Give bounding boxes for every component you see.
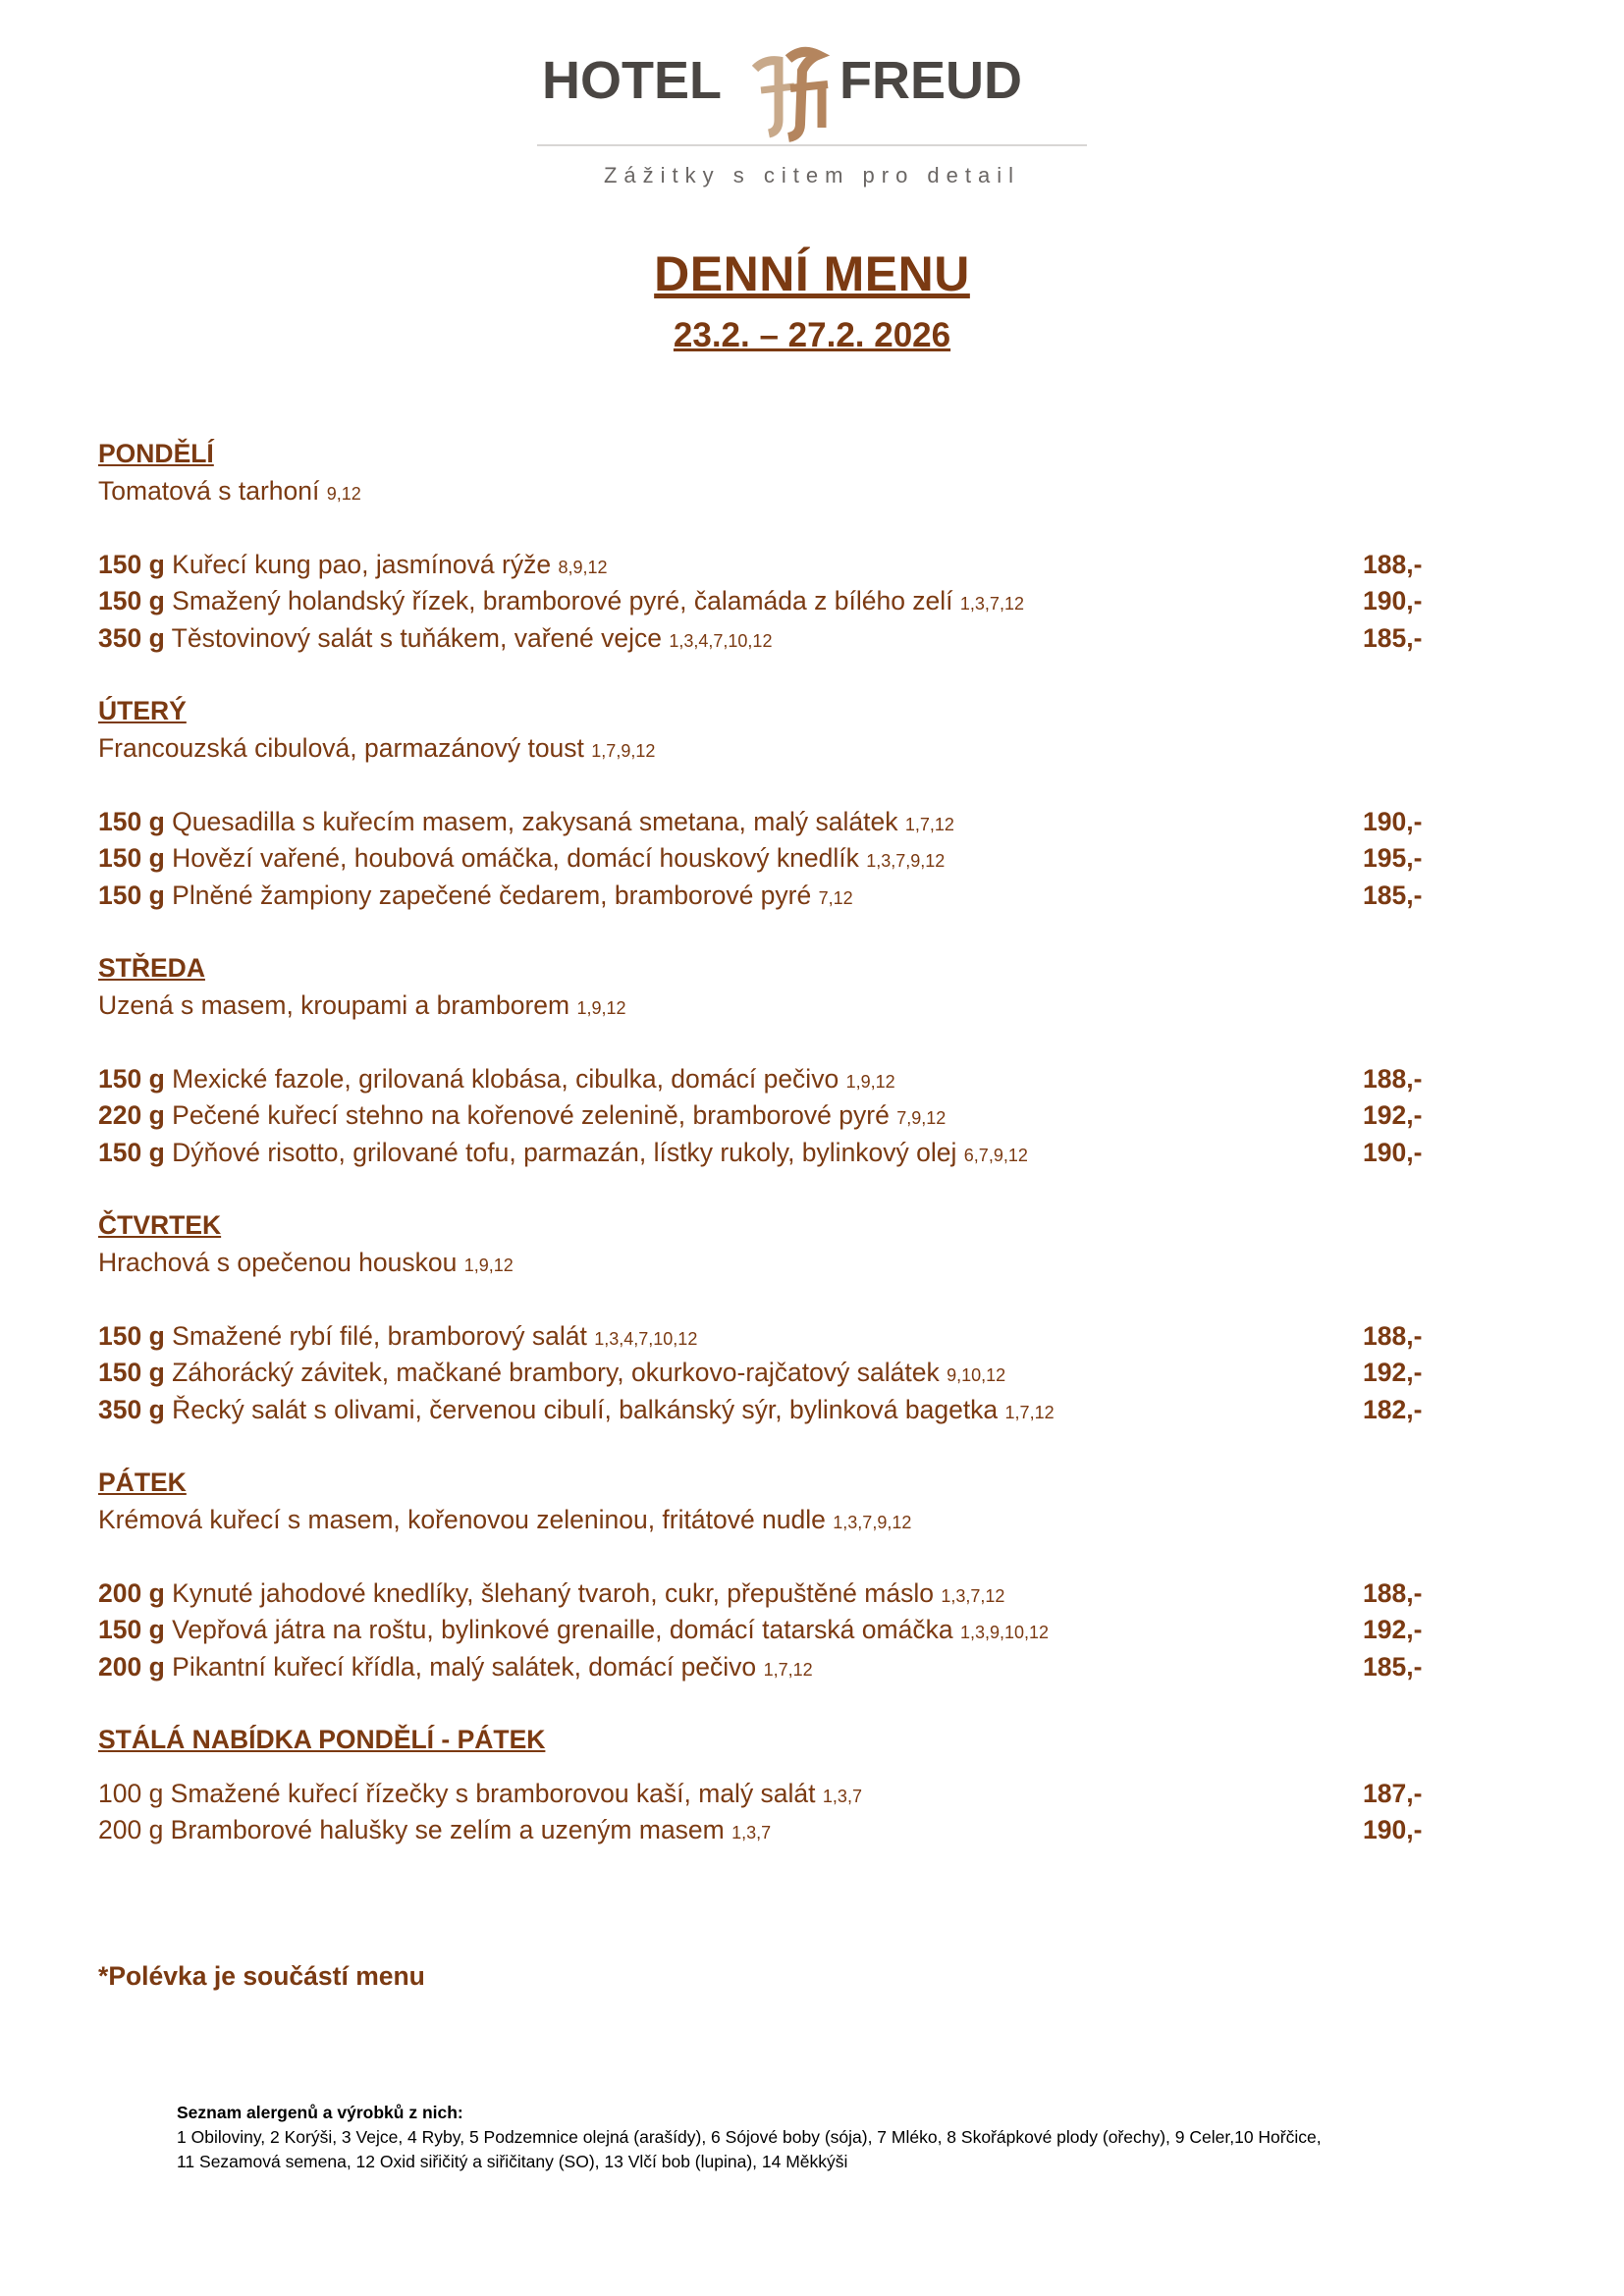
item-name: Vepřová játra na roštu, bylinkové grenaille, domácí tatarská omáčka	[172, 1615, 953, 1644]
fixed-item	[98, 1812, 1453, 1849]
soup	[98, 1245, 1453, 1282]
item-allergens: 1,3,7,9,12	[866, 851, 946, 871]
item-allergens: 1,3,4,7,10,12	[594, 1328, 698, 1349]
menu-item	[98, 1097, 1453, 1135]
menu-item	[98, 1135, 1453, 1172]
item-name: Kynuté jahodové knedlíky, šlehaný tvaroh, cukr, přepuštěné máslo	[172, 1577, 934, 1608]
day-monday	[98, 436, 1453, 657]
menu-item	[98, 547, 1453, 584]
item-weight: 150 g	[98, 1137, 165, 1167]
soup-allergens: 1,9,12	[463, 1255, 514, 1275]
fixed-offer-title: STÁLÁ NABÍDKA PONDĚLÍ - PÁTEK	[98, 1725, 546, 1754]
item-weight: 150 g	[98, 1063, 165, 1094]
item-name: Záhorácký závitek, mačkané brambory, okurkovo-rajčatový salátek	[172, 1358, 940, 1387]
item-name: Hovězí vařené, houbová omáčka, domácí houskový knedlík	[172, 843, 859, 873]
allergen-list	[177, 2101, 1322, 2174]
logo-monogram-icon	[755, 52, 828, 137]
soup-allergens: 1,7,9,12	[591, 740, 656, 761]
item-weight: 220 g	[98, 1100, 165, 1130]
day-title: ÚTERÝ	[98, 696, 187, 725]
item-name: Pečené kuřecí stehno na kořenové zelenině, bramborové pyré	[172, 1100, 890, 1130]
soup-allergens: 1,3,7,9,12	[833, 1512, 912, 1532]
day-thursday	[98, 1207, 1453, 1428]
item-price: 188,-	[1363, 1320, 1423, 1351]
menu-item	[98, 620, 1453, 658]
soup-note: *Polévka je součástí menu	[98, 1961, 425, 1991]
day-title: PONDĚLÍ	[98, 439, 214, 468]
item-allergens: 1,9,12	[845, 1071, 895, 1092]
item-price: 188,-	[1363, 549, 1423, 579]
day-title: ČTVRTEK	[98, 1210, 222, 1240]
item-name: Kuřecí kung pao, jasmínová rýže	[172, 549, 552, 579]
item-weight: 150 g	[98, 549, 165, 579]
menu-dates: 23.2. – 27.2. 2026	[673, 316, 951, 354]
fixed-item-allergens: 1,3,7	[731, 1823, 772, 1842]
allergen-line: 11 Sezamová semena, 12 Oxid siřičitý a siřičitany (SO), 13 Vlčí bob (lupina), 14 Měkkýši	[177, 2152, 848, 2171]
item-name: Smažené rybí filé, bramborový salát	[172, 1320, 587, 1351]
item-price: 182,-	[1363, 1394, 1423, 1424]
item-name: Pikantní kuřecí křídla, malý salátek, domácí pečivo	[172, 1651, 757, 1682]
item-price: 185,-	[1363, 880, 1423, 910]
item-weight: 150 g	[98, 806, 165, 836]
item-name: Řecký salát s olivami, červenou cibulí, balkánský sýr, bylinková bagetka	[172, 1394, 999, 1424]
item-price: 192,-	[1363, 1615, 1423, 1644]
menu-item	[98, 1061, 1453, 1098]
fixed-item-text: 200 g Bramborové halušky se zelím a uzeným masem	[98, 1815, 725, 1844]
day-title: PÁTEK	[98, 1468, 187, 1497]
menu-item	[98, 583, 1453, 620]
soup-allergens: 9,12	[326, 483, 361, 504]
item-allergens: 1,7,12	[763, 1659, 813, 1680]
item-weight: 350 g	[98, 1394, 165, 1424]
item-weight: 150 g	[98, 586, 165, 615]
item-weight: 150 g	[98, 843, 165, 873]
menu-item	[98, 1575, 1453, 1613]
allergen-heading: Seznam alergenů a výrobků z nich:	[177, 2103, 463, 2122]
item-weight: 350 g	[98, 622, 165, 653]
soup-name: Hrachová s opečenou houskou	[98, 1247, 458, 1277]
item-allergens: 8,9,12	[558, 557, 608, 577]
item-price: 185,-	[1363, 622, 1423, 653]
logo-tagline: Zážitky s citem pro detail	[603, 163, 1021, 187]
item-price: 190,-	[1363, 586, 1423, 615]
menu-item	[98, 840, 1453, 878]
fixed-item	[98, 1776, 1453, 1813]
soup-allergens: 1,9,12	[576, 997, 626, 1018]
item-allergens: 1,7,12	[904, 814, 954, 834]
item-price: 190,-	[1363, 806, 1423, 836]
item-weight: 150 g	[98, 1320, 165, 1351]
item-allergens: 1,3,9,10,12	[959, 1623, 1050, 1642]
soup	[98, 988, 1453, 1025]
item-price: 185,-	[1363, 1651, 1423, 1682]
item-price: 192,-	[1363, 1100, 1423, 1130]
fixed-item-price: 190,-	[1363, 1815, 1423, 1844]
menu-item	[98, 1649, 1453, 1686]
logo-word-hotel: HOTEL	[542, 51, 722, 110]
menu-item	[98, 1318, 1453, 1356]
item-allergens: 7,9,12	[896, 1108, 947, 1128]
item-allergens: 1,3,7,12	[959, 594, 1024, 614]
day-wednesday	[98, 950, 1453, 1171]
soup	[98, 473, 1453, 510]
item-name: Smažený holandský řízek, bramborové pyré, čalamáda z bílého zelí	[172, 586, 953, 615]
item-name: Dýňové risotto, grilované tofu, parmazán, lístky rukoly, bylinkový olej	[172, 1137, 957, 1167]
menu-item	[98, 804, 1453, 841]
item-weight: 150 g	[98, 1358, 165, 1387]
item-weight: 150 g	[98, 1615, 165, 1644]
day-friday	[98, 1465, 1453, 1685]
logo-word-freud: FREUD	[839, 51, 1022, 110]
item-name: Plněné žampiony zapečené čedarem, bramborové pyré	[172, 880, 812, 910]
menu-item	[98, 1355, 1453, 1392]
day-tuesday	[98, 693, 1453, 914]
allergen-line: 1 Obiloviny, 2 Korýši, 3 Vejce, 4 Ryby, 5 Podzemnice olejná (arašídy), 6 Sójové boby (sója), 7 Mléko, 8 Skořápkové plody (ořechy), 9 Celer,10 Hořčice,	[177, 2127, 1322, 2147]
item-price: 195,-	[1363, 843, 1423, 873]
item-price: 190,-	[1363, 1137, 1423, 1167]
item-allergens: 9,10,12	[947, 1365, 1006, 1385]
item-allergens: 7,12	[818, 887, 853, 908]
menu-title: DENNÍ MENU	[654, 246, 970, 301]
item-allergens: 6,7,9,12	[963, 1145, 1028, 1165]
soup-name: Krémová kuřecí s masem, kořenovou zeleninou, fritátové nudle	[98, 1504, 826, 1534]
item-allergens: 1,3,4,7,10,12	[669, 630, 773, 651]
fixed-item-price: 187,-	[1363, 1778, 1423, 1808]
menu-item	[98, 1612, 1453, 1649]
fixed-offer	[98, 1722, 1453, 1849]
item-weight: 200 g	[98, 1577, 165, 1608]
day-title: STŘEDA	[98, 953, 205, 983]
item-price: 188,-	[1363, 1063, 1423, 1094]
item-name: Mexické fazole, grilovaná klobása, cibulka, domácí pečivo	[172, 1063, 839, 1094]
item-weight: 150 g	[98, 880, 165, 910]
item-allergens: 1,7,12	[1004, 1402, 1055, 1422]
item-allergens: 1,3,7,12	[941, 1585, 1005, 1606]
hotel-logo	[0, 29, 1624, 206]
soup-name: Uzená s masem, kroupami a bramborem	[98, 989, 570, 1020]
fixed-item-allergens: 1,3,7	[822, 1786, 862, 1806]
item-name: Těstovinový salát s tuňákem, vařené vejce	[171, 622, 662, 653]
soup	[98, 1502, 1453, 1539]
item-weight: 200 g	[98, 1651, 165, 1682]
item-price: 188,-	[1363, 1577, 1423, 1608]
menu-body	[98, 436, 1453, 1849]
item-name: Quesadilla s kuřecím masem, zakysaná smetana, malý salátek	[172, 806, 898, 836]
soup-name: Tomatová s tarhoní	[98, 475, 320, 506]
item-price: 192,-	[1363, 1358, 1423, 1387]
menu-item	[98, 878, 1453, 915]
fixed-item-text: 100 g Smažené kuřecí řízečky s bramborovou kaší, malý salát	[98, 1778, 816, 1808]
hotel-freud-logo	[537, 29, 1087, 196]
menu-item	[98, 1392, 1453, 1429]
soup	[98, 730, 1453, 768]
soup-name: Francouzská cibulová, parmazánový toust	[98, 732, 584, 763]
